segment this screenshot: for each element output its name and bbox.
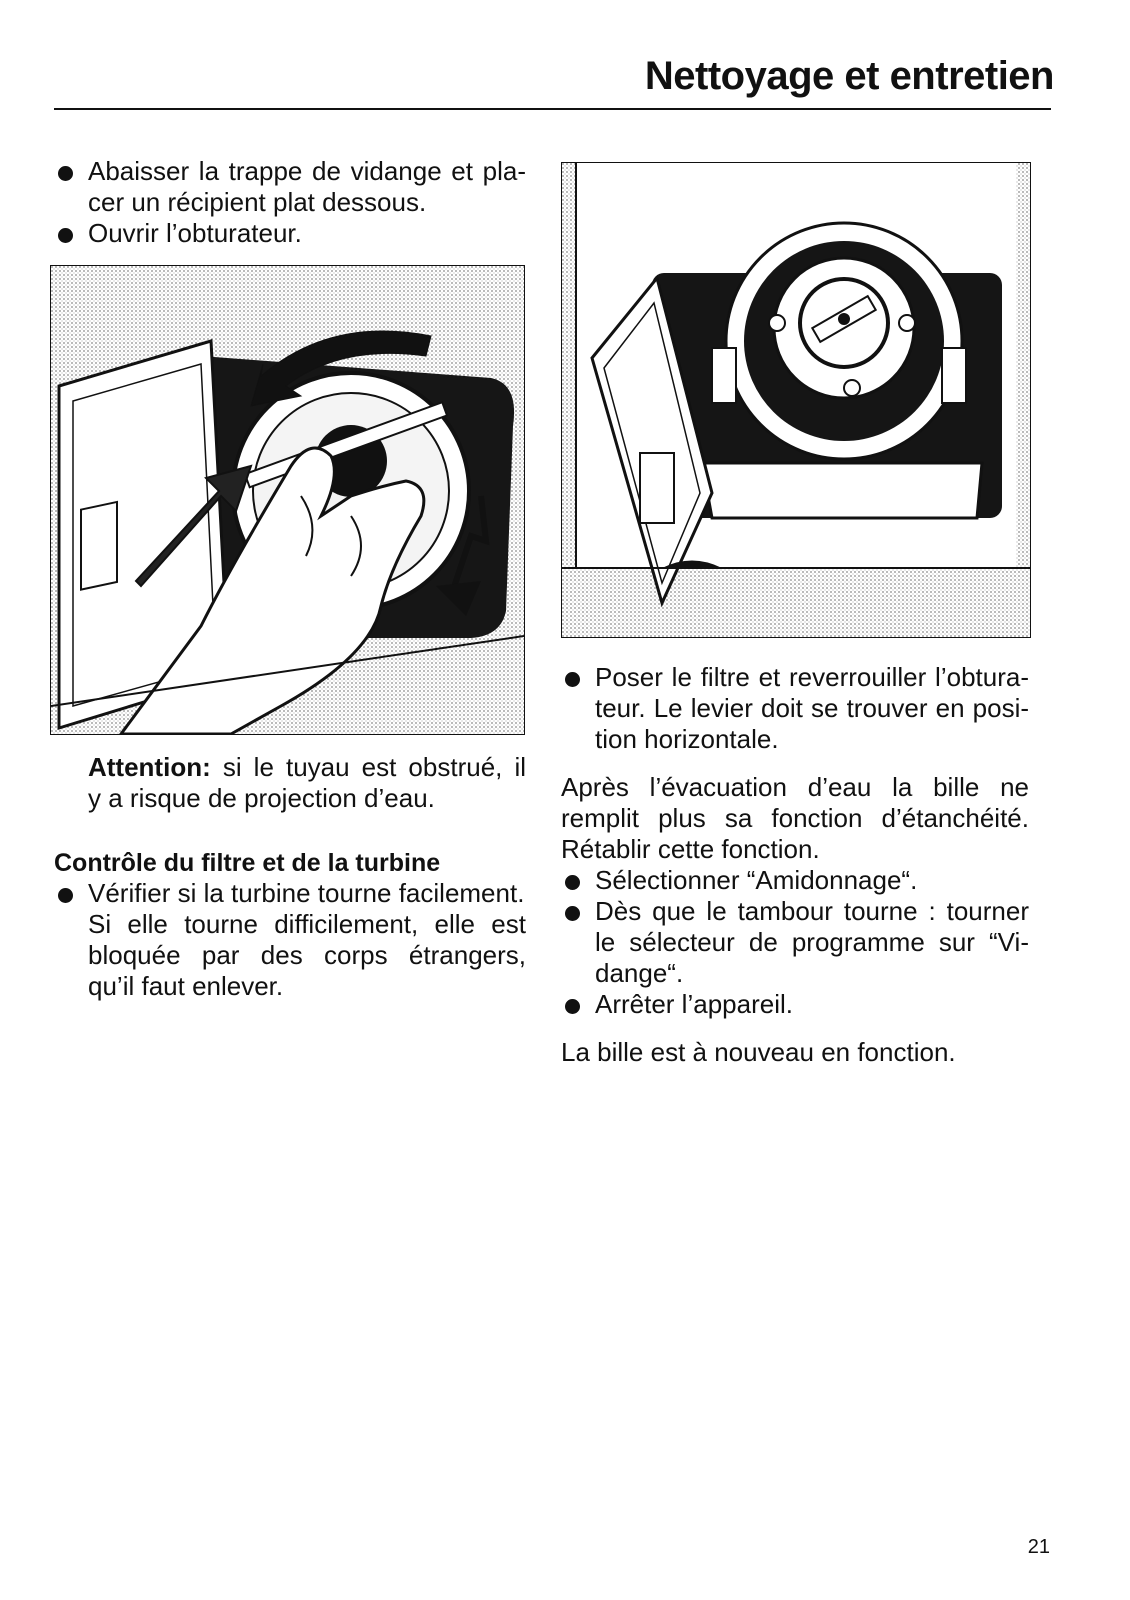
paragraph-line: Après l’évacuation d’eau la bille ne xyxy=(561,772,1029,802)
warning-line-1 xyxy=(88,752,526,783)
warning-text: si le tuyau est obstrué, il xyxy=(210,752,526,782)
check-step xyxy=(54,878,526,1002)
steps-ball xyxy=(561,865,1029,1020)
warning-label: Attention: xyxy=(88,752,211,782)
list-item xyxy=(54,156,526,218)
hand-opening-filter-cover-illustration xyxy=(51,266,524,734)
step-line: tion horizontale. xyxy=(595,724,779,754)
page-number: 21 xyxy=(1027,1536,1050,1558)
list-item xyxy=(561,865,1029,896)
step-line: Dès que le tambour tourne : tourner xyxy=(595,896,1029,926)
paragraph-line: Rétablir cette fonction. xyxy=(561,834,820,864)
filter-opening-figure xyxy=(50,265,525,735)
page-title: Nettoyage et entretien xyxy=(644,54,1054,98)
step-line: bloquée par des corps étrangers, xyxy=(88,940,526,970)
step-line: qu’il faut enlever. xyxy=(88,971,284,1001)
steps-top xyxy=(54,156,526,249)
warning-line-2: y a risque de projection d’eau. xyxy=(88,783,435,813)
step-line: dange“. xyxy=(595,958,684,988)
step-line: Sélectionner “Amidonnage“. xyxy=(595,865,918,895)
header-rule xyxy=(54,108,1051,110)
paragraph-line: remplit plus sa fonction d’étanchéité. xyxy=(561,803,1029,833)
step-filter xyxy=(561,662,1029,755)
open-drain-hatch-filter-illustration xyxy=(562,163,1030,637)
filter-housing-figure xyxy=(561,162,1031,638)
step-line: Si elle tourne difficilement, elle est xyxy=(88,909,526,939)
list-item xyxy=(561,662,1029,755)
step-line: Arrêter l’appareil. xyxy=(595,989,793,1019)
list-item xyxy=(54,218,526,249)
step-line: Poser le filtre et reverrouiller l’obtura- xyxy=(595,662,1029,692)
warning-note xyxy=(88,752,526,814)
section-heading: Contrôle du filtre et de la turbine xyxy=(54,849,441,877)
closing-text: La bille est à nouveau en fonction. xyxy=(561,1037,956,1067)
list-item xyxy=(561,989,1029,1020)
step-line: Ouvrir l’obturateur. xyxy=(88,218,302,248)
step-line: Vérifier si la turbine tourne facilement. xyxy=(88,878,525,908)
list-item xyxy=(561,896,1029,989)
ball-paragraph xyxy=(561,772,1029,865)
step-line: cer un récipient plat dessous. xyxy=(88,187,427,217)
list-item xyxy=(54,878,526,1002)
step-line: teur. Le levier doit se trouver en posi- xyxy=(595,693,1029,723)
step-line: Abaisser la trappe de vidange et pla- xyxy=(88,156,526,186)
step-line: le sélecteur de programme sur “Vi- xyxy=(595,927,1029,957)
